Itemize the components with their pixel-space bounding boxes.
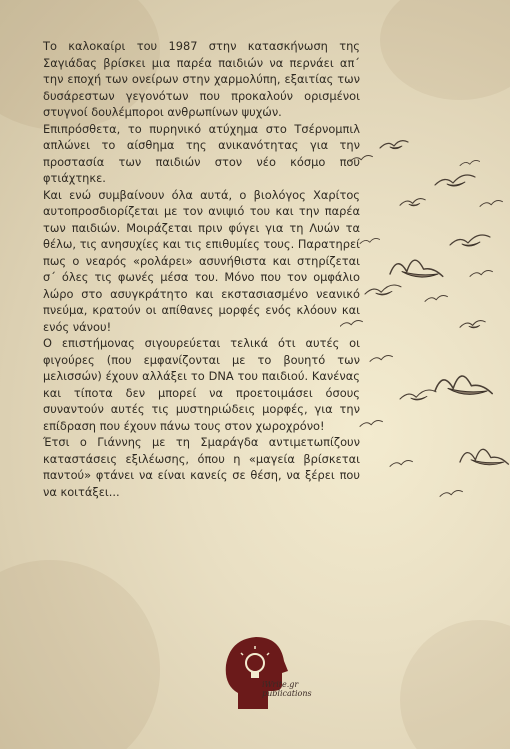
bird-icon — [380, 141, 408, 149]
bird-icon — [400, 199, 425, 206]
blurb-paragraph: Το καλοκαίρι του 1987 στην κατασκήνωση της Σαγιάδας βρίσκει μια παρέα παιδιών να περνάει απ΄ την εποχή των ονείρων στην χαρμολύπη, εξαιτίας των δυσάρεστων γεγονότων που προκαλούν ορισμένοι στυγνοί δουλέμποροι ανθρωπίνων ψυχών. — [43, 39, 360, 119]
bird-icon — [480, 201, 502, 207]
bird-icon — [370, 356, 392, 362]
bird-icon — [470, 271, 492, 277]
bird-icon — [390, 260, 443, 277]
bird-icon — [350, 156, 372, 162]
bird-icon — [400, 390, 436, 400]
paper-stain — [400, 620, 510, 749]
flying-birds-illustration — [340, 120, 510, 520]
blurb-paragraph: Έτσι ο Γιάννης με τη Σμαράγδα αντιμετωπίζουν καταστάσεις εξιλέωσης, όπου η «μαγεία βρίσκεται παντού» φτάνει να είναι κανείς σε θέση, να ξέρει που να κοιτάξει... — [43, 435, 360, 499]
bird-icon — [390, 461, 412, 467]
paper-stain — [380, 0, 510, 100]
blurb-paragraph: Και ενώ συμβαίνουν όλα αυτά, ο βιολόγος Χαρίτος αυτοπροσδιορίζεται με τον ανιψιό του και την παρέα των παιδιών. Μοιράζεται πριν φύγει για τη Λυών τα θέλω, τις ανησυχίες και τις επιθυμίες τους. Παρατηρεί πως ο νεαρός «ρολάρει» ασυνήθιστα και στηρίζεται σ΄ όλες τις φωνές μέσα του. Μόνο που τον ομφάλιο λώρο στο ασυγκράτητο και εκστασιασμένο νεανικό πνεύμα, κρατούν οι απίθανες μορφές ενός κλόουν και ενός νάνου! — [43, 187, 360, 334]
publisher-subtitle: publications — [262, 689, 312, 698]
bird-icon — [460, 449, 508, 465]
bird-icon — [340, 321, 362, 327]
paper-stain — [0, 560, 160, 749]
publisher-logo-text — [262, 680, 312, 698]
publisher-name: iWrite.gr — [262, 680, 299, 689]
bird-icon — [360, 421, 382, 427]
bird-icon — [360, 238, 380, 243]
blurb-paragraph: Ο επιστήμονας σιγουρεύεται τελικά ότι αυτές οι φιγούρες (που εμφανίζονται με το βουητό των μελισσών) έχουν αλλάξει το DNA του παιδιού. Κανένας και τίποτα δεν μπορεί να προετοιμάσει όσους συναντούν αυτές τις μυστηριώδεις μορφές, για την επίδραση που έχουν πάνω τους στον χωροχρόνο! — [43, 336, 360, 433]
bird-icon — [365, 285, 401, 295]
bird-icon — [450, 235, 490, 246]
bird-icon — [460, 160, 480, 165]
bird-icon — [435, 376, 492, 394]
blurb-paragraph: Επιπρόσθετα, το πυρηνικό ατύχημα στο Τσέρνομπιλ απλώνει το αίσθημα της ανικανότητας για την προστασία των παιδιών στον νέο κόσμο που φτιάχτηκε. — [43, 121, 360, 185]
bird-icon — [440, 491, 462, 497]
blurb-text — [43, 38, 360, 500]
bird-icon — [435, 175, 475, 186]
bird-icon — [425, 296, 447, 302]
head-lightbulb-icon — [224, 635, 314, 715]
bird-icon — [460, 321, 485, 328]
